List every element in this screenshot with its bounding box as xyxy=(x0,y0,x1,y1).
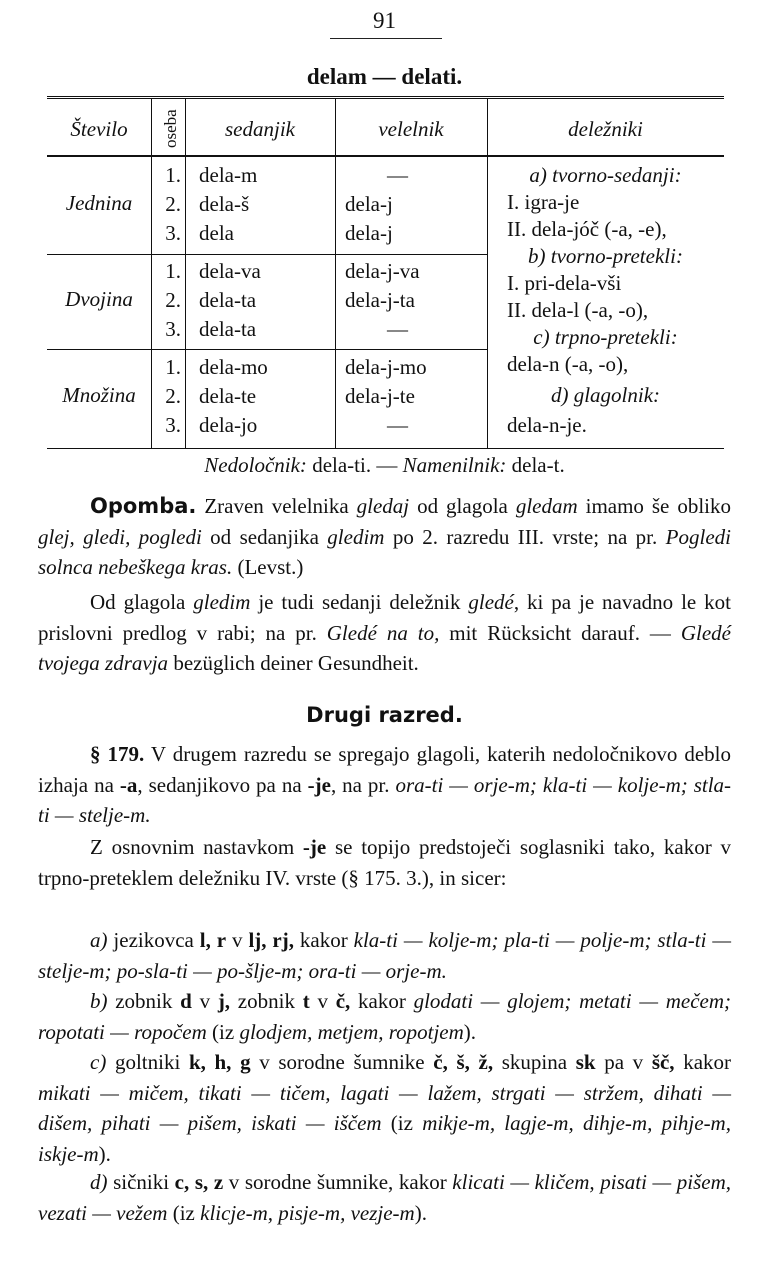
bold-text: j, xyxy=(217,989,231,1013)
dash: — xyxy=(376,453,398,477)
group-label-dvojina: Dvojina xyxy=(65,287,133,311)
nedolocnik-label: Nedoločnik: xyxy=(204,453,307,477)
sedanjik-form: dela-ta xyxy=(199,288,257,312)
bold-text: -je xyxy=(302,835,327,859)
sedanjik-form: dela-mo xyxy=(199,355,268,379)
person-number: 2. xyxy=(165,192,181,216)
text: zobnik xyxy=(107,989,181,1013)
text: sičniki xyxy=(107,1170,175,1194)
sedanjik-form: dela xyxy=(199,221,234,245)
text: Z osnovnim nastavkom xyxy=(90,835,303,859)
text: skupina xyxy=(493,1050,576,1074)
participle-form: II. dela-jóč (-a, -e), xyxy=(507,217,667,241)
person-number: 3. xyxy=(165,413,181,437)
header-oseba: oseba xyxy=(161,109,180,149)
namenilnik-value: dela-t. xyxy=(511,453,565,477)
participle-form: dela-n (-a, -o), xyxy=(507,352,629,376)
text: v xyxy=(191,989,218,1013)
person-number: 1. xyxy=(165,355,181,379)
header-delezniki: deležniki xyxy=(568,117,643,141)
text: zobnik xyxy=(230,989,303,1013)
section-mark: § 179. xyxy=(90,742,145,766)
text: v sorodne šumnike xyxy=(250,1050,434,1074)
person-number: 1. xyxy=(165,163,181,187)
velelnik-form: — xyxy=(387,163,408,187)
text: kakor xyxy=(294,928,354,952)
bold-text: č, xyxy=(335,989,351,1013)
group-label-mnozina: Množina xyxy=(62,383,136,407)
emphasis: glej, gledi, pogledi xyxy=(38,524,202,549)
emphasis: ora-ti — orje-m; kla-ti — kolje-m; stla-ti — stelje-m. xyxy=(38,772,732,827)
emphasis: kla-ti — kolje-m; pla-ti — polje-m; stla-ti — stelje-m; po-sla-ti — po-šlje-m; ora-ti — orje-m. xyxy=(38,928,731,983)
emphasis: mikje-m, lagje-m, dihje-m, pihje-m, iskje-m xyxy=(38,1111,731,1166)
header-velelnik: velelnik xyxy=(378,117,444,141)
text: po 2. razredu III. vrste; na pr. xyxy=(384,524,666,549)
column-divider xyxy=(185,99,186,448)
velelnik-form: — xyxy=(387,413,408,437)
participle-form: II. dela-l (-a, -o), xyxy=(507,298,649,322)
text: bezüglich deiner Gesundheit. xyxy=(168,651,419,675)
text: v xyxy=(226,928,249,952)
emphasis: Gledé na to, xyxy=(326,620,440,645)
header-stevilo: Število xyxy=(70,117,128,141)
text: od glagola xyxy=(409,494,516,518)
emphasis: gledim xyxy=(193,590,251,614)
text: imamo še obliko xyxy=(577,494,731,518)
header-sedanjik: sedanjik xyxy=(225,117,295,141)
person-number: 1. xyxy=(165,259,181,283)
text: ). xyxy=(98,1141,111,1166)
bold-text: k, h, g xyxy=(188,1050,251,1074)
emphasis: gledaj xyxy=(356,494,410,518)
column-divider xyxy=(335,99,336,448)
group-label-jednina: Jednina xyxy=(65,191,133,215)
conjugation-table xyxy=(47,96,724,449)
text: pa v xyxy=(595,1050,652,1074)
emphasis: glodati — glojem; metati — mečem; ropotati — ropočem xyxy=(38,989,732,1044)
person-number: 3. xyxy=(165,317,181,341)
text: je tudi sedanji deležnik xyxy=(250,590,469,614)
participle-heading: c) trpno-pretekli: xyxy=(533,325,678,349)
velelnik-form: — xyxy=(387,317,408,341)
item-b-paragraph xyxy=(38,986,731,1047)
person-number: 2. xyxy=(165,288,181,312)
bold-text: d xyxy=(180,989,192,1013)
group-divider xyxy=(47,254,487,255)
velelnik-form: dela-j-mo xyxy=(345,355,427,379)
participle-heading: d) glagolnik: xyxy=(550,383,661,407)
item-marker: a) xyxy=(90,928,108,952)
participle-form: I. igra-je xyxy=(507,190,580,214)
text: (Levst.) xyxy=(232,555,304,579)
section-heading: Drugi razred. xyxy=(306,703,463,727)
emphasis: Gledé tvojega zdravja xyxy=(38,620,731,675)
text: jezikovca xyxy=(107,928,200,952)
item-d-paragraph xyxy=(38,1167,731,1228)
sedanjik-form: dela-š xyxy=(199,192,250,216)
text: (iz xyxy=(381,1111,423,1135)
item-marker: b) xyxy=(90,989,108,1013)
text: kakor xyxy=(350,989,414,1013)
bold-text: sk xyxy=(575,1050,596,1074)
participle-form: dela-n-je. xyxy=(507,413,587,437)
opomba-label: Opomba. xyxy=(90,494,197,518)
emphasis: glodjem, metjem, ropotjem xyxy=(239,1019,464,1044)
page-heading: delam — delati. xyxy=(306,64,463,89)
column-divider xyxy=(151,99,152,448)
participle-heading: b) tvorno-pretekli: xyxy=(528,244,683,268)
section-179-paragraph xyxy=(38,739,731,831)
bold-text: -je xyxy=(307,772,331,797)
text: Od glagola xyxy=(90,590,194,614)
bold-text: t xyxy=(302,989,310,1013)
person-number: 2. xyxy=(165,384,181,408)
infinitive-line xyxy=(0,453,769,478)
consonant-paragraph xyxy=(38,832,731,893)
text: Zraven velelnika xyxy=(196,494,357,518)
text: kakor xyxy=(674,1050,732,1074)
text: , sedanjikovo pa na xyxy=(137,772,308,797)
item-c-paragraph xyxy=(38,1047,731,1169)
text: ). xyxy=(463,1019,477,1044)
bold-text: lj, rj, xyxy=(248,928,294,952)
emphasis: gledam xyxy=(515,494,578,518)
item-marker: d) xyxy=(90,1170,108,1194)
sedanjik-form: dela-jo xyxy=(199,413,258,437)
participle-heading: a) tvorno-sedanji: xyxy=(529,163,682,187)
sedanjik-form: dela-m xyxy=(199,163,258,187)
velelnik-form: dela-j-va xyxy=(345,259,420,283)
sedanjik-form: dela-va xyxy=(199,259,261,283)
text: goltniki xyxy=(106,1050,189,1074)
header-rule xyxy=(47,155,724,157)
text: ). xyxy=(414,1200,427,1225)
text: se topijo predstoječi soglasniki tako, kakor v trpno-preteklem deležniku IV. vrste (§ 175. 3.), in sicer: xyxy=(38,835,731,890)
text: , ki pa je navadno le kot prislovni predlog v rabi; na pr. xyxy=(38,590,731,645)
participle-form: I. pri-dela-vši xyxy=(507,271,622,295)
emphasis: klicati — kličem, pisati — pišem, vezati — vežem xyxy=(38,1170,731,1225)
velelnik-form: dela-j xyxy=(345,221,393,245)
bold-text: šč, xyxy=(651,1050,675,1074)
bold-text: c, s, z xyxy=(174,1170,224,1194)
bold-text: -a xyxy=(119,772,138,797)
velelnik-form: dela-j-ta xyxy=(345,288,415,312)
text: v xyxy=(309,989,336,1013)
group-divider xyxy=(47,349,487,350)
text: , na pr. xyxy=(330,772,396,797)
emphasis: gledim xyxy=(327,524,385,549)
nedolocnik-value: dela-ti. xyxy=(312,453,372,477)
text: mit Rücksicht darauf. — xyxy=(439,620,681,645)
opomba-paragraph xyxy=(38,491,731,583)
text: od sedanjika xyxy=(201,524,328,549)
text: (iz xyxy=(206,1019,240,1044)
item-marker: c) xyxy=(90,1050,107,1074)
emphasis: Pogledi solnca nebeškega kras. xyxy=(38,524,731,579)
velelnik-form: dela-j-te xyxy=(345,384,415,408)
sedanjik-form: dela-ta xyxy=(199,317,257,341)
page-number: 91 xyxy=(373,8,396,33)
person-number: 3. xyxy=(165,221,181,245)
text: (iz xyxy=(167,1200,201,1225)
text: v sorodne šumnike, kakor xyxy=(223,1170,453,1194)
sedanjik-form: dela-te xyxy=(199,384,257,408)
bold-text: l, r xyxy=(199,928,227,952)
page-number-rule xyxy=(330,38,442,39)
participle-paragraph xyxy=(38,587,731,679)
namenilnik-label: Namenilnik: xyxy=(402,453,507,477)
emphasis: mikati — mičem, tikati — tičem, lagati — lažem, strgati — stržem, dihati — dišem, pihati — pišem, iskati — iščem xyxy=(38,1080,731,1135)
bold-text: č, š, ž, xyxy=(433,1050,494,1074)
item-a-paragraph xyxy=(38,925,731,986)
emphasis: klicje-m, pisje-m, vezje-m xyxy=(200,1200,415,1225)
emphasis: gledé xyxy=(468,590,514,614)
velelnik-form: dela-j xyxy=(345,192,393,216)
text: V drugem razredu se spregajo glagoli, katerih nedoločnikovo deblo izhaja na xyxy=(38,742,732,797)
